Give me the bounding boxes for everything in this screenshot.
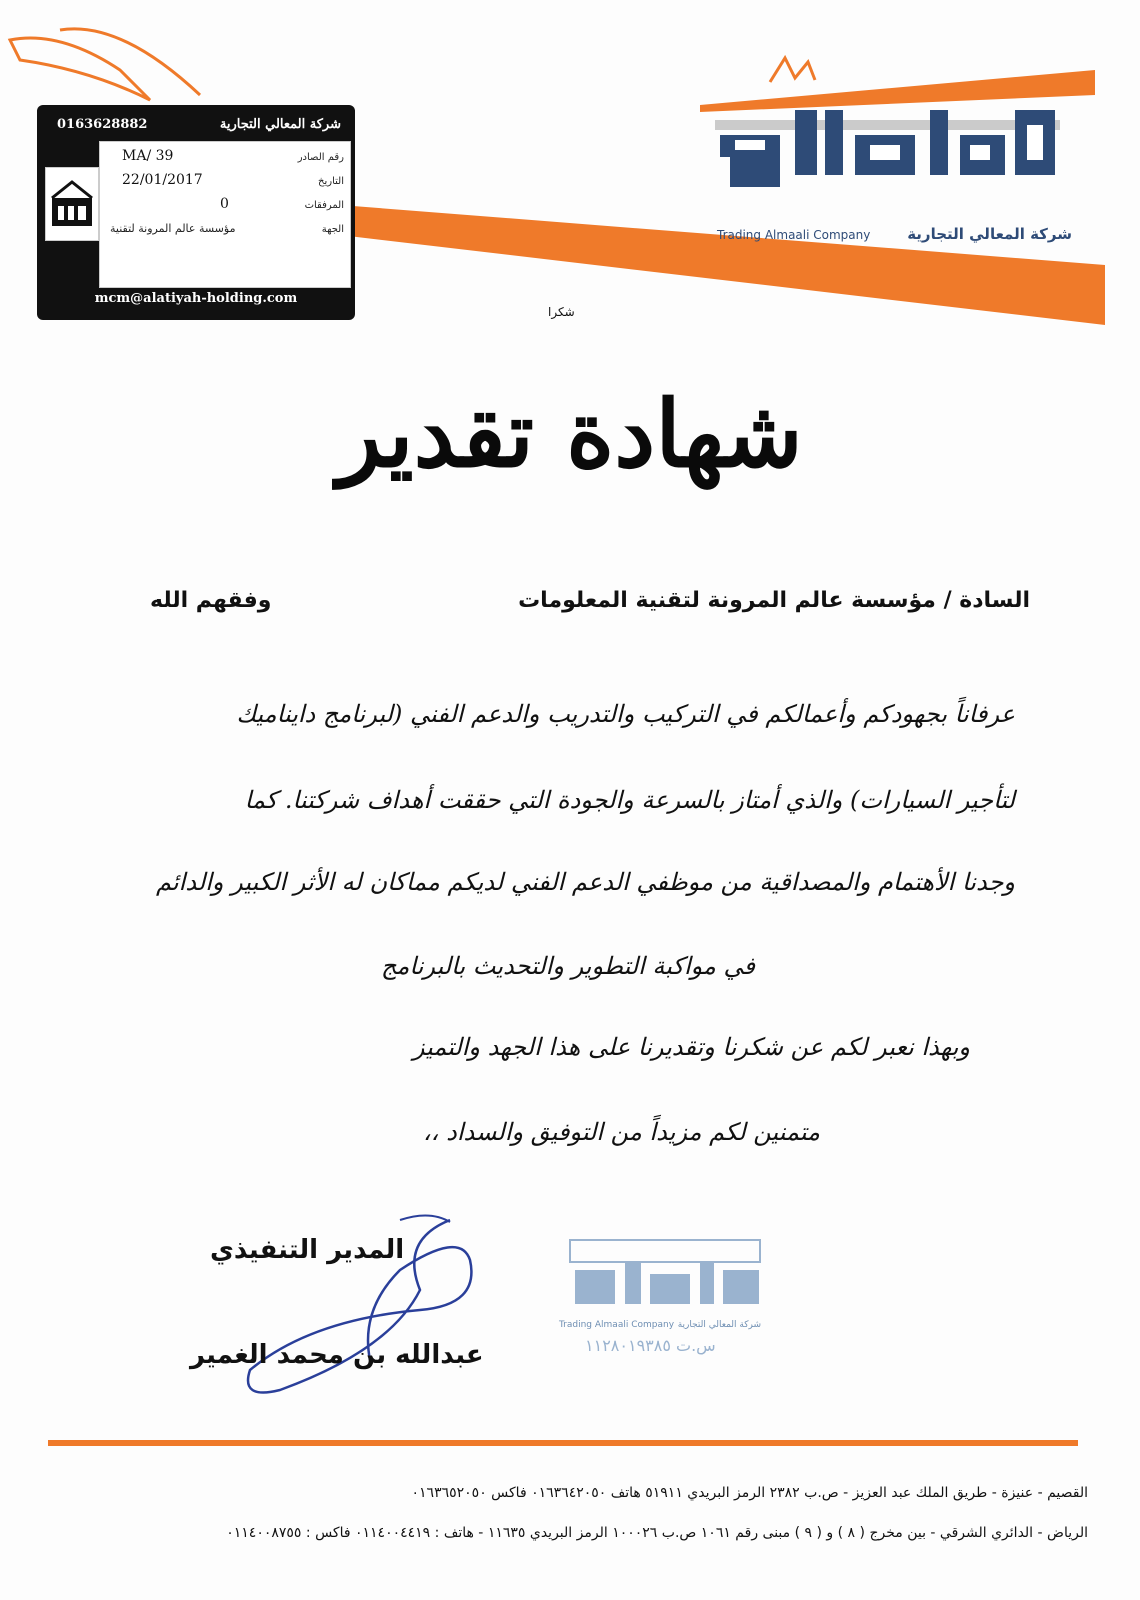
stamp-header [37,105,355,141]
footer-address: الرياض - الدائري الشرقي - بين مخرج ( ٨ ) و ( ٩ ) مبنى رقم ١٠٦١ ص.ب ١٠٠٠٢٦ الرمز البريدي ١١٦٣٥ - هاتف : ٠١١٤٠٠٤٤١٩ فاكس : ٠١١٤٠٠٨٧٥٥ [226,1525,1088,1541]
stamp-logo-icon [45,167,99,241]
issue-date: 22/01/2017 [122,172,203,188]
seal-cr-number: س.ت ١١٢٨٠١٩٣٨٥ [585,1336,716,1355]
body-line: وبهذا نعبر لكم عن شكرنا وتقديرنا على هذا الجهد والتميز [412,1033,970,1061]
date-label: التاريخ [318,176,344,187]
issue-label: رقم الصادر [297,152,344,163]
logo-english-name: Trading Almaali Company [717,228,871,242]
signatory-name: عبدالله بن محمد الغمير [190,1340,484,1370]
certificate-title: شهادة تقدير [337,380,803,488]
stamp-phone: 0163628882 [57,117,148,132]
body-line: في مواكبة التطوير والتحديث بالبرنامج [381,952,755,980]
recipient: السادة / مؤسسة عالم المرونة لتقنية المعلومات [518,588,1030,613]
signatory-title: المدير التنفيذي [210,1235,405,1265]
signature [220,1200,520,1410]
stamp-company: شركة المعالي التجارية [219,117,341,132]
stamp-email: mcm@alatiyah-holding.com [94,291,298,306]
seal-english: Trading Almaali Company [559,1320,675,1330]
body-line: وجدنا الأهتمام والمصداقية من موظفي الدعم الفني لديكم مماكان له الأثر الكبير والدائم [156,868,1015,896]
issue-number: MA/ 39 [122,148,174,164]
seal-arabic: شركة المعالي التجارية [677,1320,761,1330]
body-line: متمنين لكم مزيداً من التوفيق والسداد ،، [423,1118,820,1146]
company-logo [715,80,1060,200]
blessing: وفقهم الله [150,588,272,613]
body-line: لتأجير السيارات) والذي أمتاز بالسرعة والجودة التي حققت أهداف شركتنا. كما [244,786,1015,814]
attachments-count: 0 [220,196,229,212]
body-line: عرفاناً بجهودكم وأعمالكم في التركيب والتدريب والدعم الفني (لبرنامج دايناميك [236,700,1015,728]
ornament: شكرا [548,305,575,319]
stamp-fields [99,141,351,288]
logo-arabic-name: شركة المعالي التجارية [907,225,1072,243]
attachments-label: المرفقات [304,200,344,211]
footer-address: القصيم - عنيزة - طريق الملك عبد العزيز - ص.ب ٢٣٨٢ الرمز البريدي ٥١٩١١ هاتف ٠١٦٣٦٤٢٠٥٠ فاكس ٠١٦٣٦٥٢٠٥٠ [411,1485,1088,1501]
document-stamp [37,105,355,320]
entity-label: الجهة [321,224,344,235]
footer-divider [48,1440,1078,1446]
company-seal [555,1232,775,1362]
entity-value: مؤسسة عالم المرونة لتقنية [110,222,236,235]
